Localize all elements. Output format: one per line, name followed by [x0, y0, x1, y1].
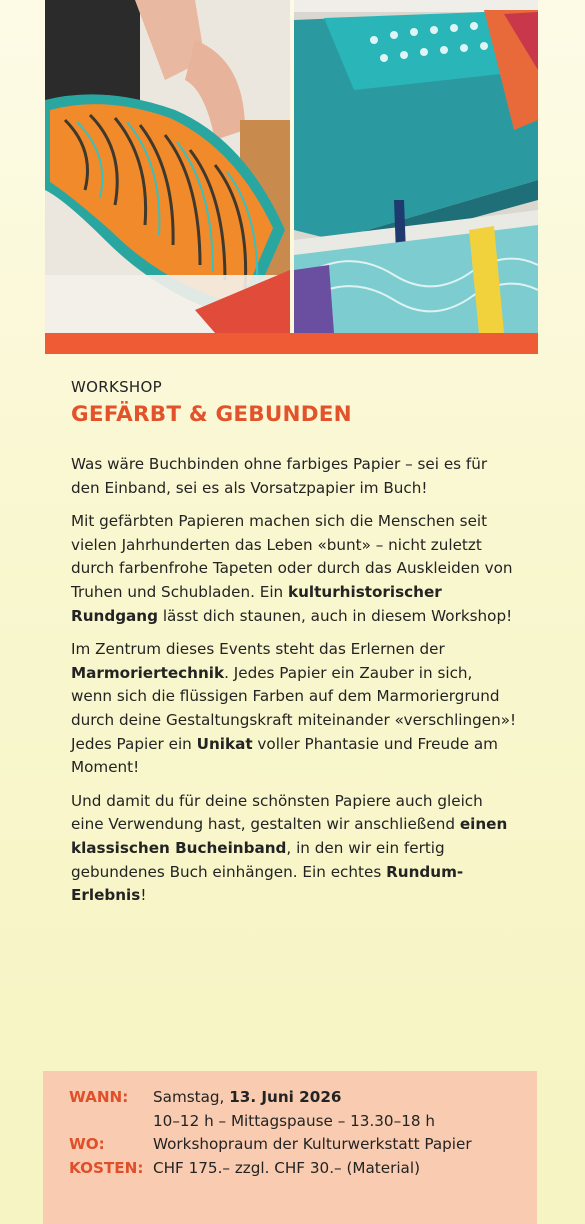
emphasis-text: Rundum-Erlebnis — [71, 862, 464, 905]
paragraph — [71, 790, 517, 908]
emphasis-text: einen klassischen Bucheinband — [71, 815, 508, 857]
paragraph-text: Und damit du für deine schönsten Papiere auch gleich eine Verwendung hast, gestalten wir anschließend — [71, 791, 483, 834]
when-day: Samstag, — [153, 1088, 230, 1106]
hands-holding-marbled-paper-photo — [45, 0, 290, 333]
when-label: WANN: — [69, 1088, 129, 1106]
cost-value: CHF 175.– zzgl. CHF 30.– (Material) — [153, 1158, 420, 1177]
paragraph-text: ! — [140, 886, 147, 905]
paragraph-text: lässt dich staunen, auch in diesem Workshop! — [158, 606, 513, 625]
emphasis-text: Unikat — [196, 734, 253, 753]
article-title: GEFÄRBT & GEBUNDEN — [71, 402, 352, 427]
article — [71, 378, 517, 918]
marbled-books-photo — [294, 0, 538, 333]
accent-bar — [45, 333, 538, 354]
paragraph — [71, 453, 517, 500]
paragraph-text: , in den wir ein fertig gebundenes Buch einhängen. Ein echtes — [71, 838, 445, 881]
where-label: WO: — [69, 1135, 105, 1154]
event-info-box — [43, 1071, 537, 1224]
header-photos — [45, 0, 538, 333]
when-value — [153, 1086, 341, 1110]
emphasis-text: Marmoriertechnik — [71, 663, 225, 682]
when-date: 13. Juni 2026 — [229, 1088, 342, 1106]
paragraph — [71, 638, 517, 780]
paragraph-text: . Jedes Papier ein Zauber in sich, wenn sich die flüssigen Farben auf dem Marmoriergrund durch deine Gestaltungskraft miteinander «verschlingen»! Jedes Papier ein — [71, 663, 517, 753]
info-row-time — [69, 1110, 472, 1134]
info-row-cost — [69, 1157, 472, 1181]
emphasis-text: kulturhistorischer Rundgang — [71, 582, 442, 625]
paragraph-text: voller Phantasie und Freude am Moment! — [71, 734, 498, 777]
paragraph-text: Im Zentrum dieses Events steht das Erlernen der — [71, 640, 445, 659]
books-photo — [294, 0, 538, 333]
paragraph-text: Was wäre Buchbinden ohne farbiges Papier – sei es für den Einband, sei es als Vorsatzpapier im Buch! — [71, 455, 488, 497]
info-row-when — [69, 1086, 472, 1110]
when-time: 10–12 h – Mittagspause – 13.30–18 h — [153, 1111, 435, 1130]
paragraph-text: Mit gefärbten Papieren machen sich die Menschen seit vielen Jahrhunderten das Leben «bunt» – nicht zuletzt durch farbenfrohe Tapeten oder durch das Auskleiden von Truhen und Schubladen. Ein — [71, 512, 513, 601]
marbling-photo — [45, 0, 290, 333]
cost-label: KOSTEN: — [69, 1158, 144, 1177]
paragraph — [71, 510, 517, 628]
info-row-where — [69, 1133, 472, 1157]
section-kicker: WORKSHOP — [71, 378, 162, 396]
where-value: Workshopraum der Kulturwerkstatt Papier — [153, 1135, 472, 1154]
